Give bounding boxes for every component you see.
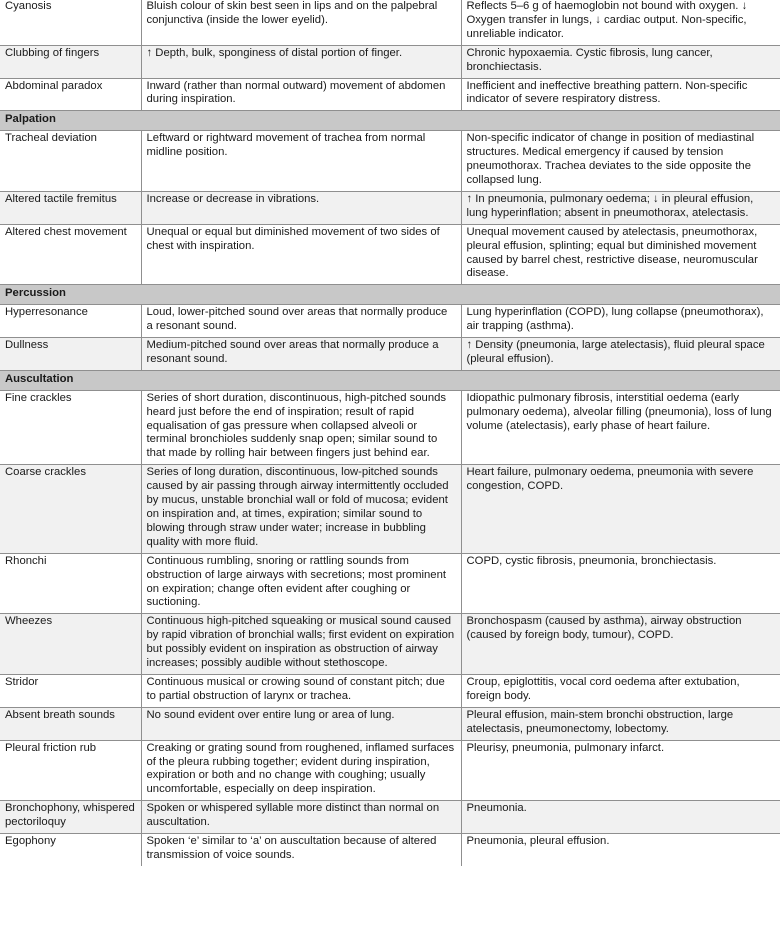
description-cell: Creaking or grating sound from roughened, inflamed surfaces of the pleura rubbing together; evident during inspiration, expiration or both and no change with coughing; usually uncomfortable, especially on deep inspiration. (141, 740, 461, 801)
table-row (0, 834, 780, 866)
table-row (0, 674, 780, 707)
sign-cell: Pleural friction rub (0, 740, 141, 801)
table-row (0, 465, 780, 553)
description-cell: No sound evident over entire lung or area of lung. (141, 707, 461, 740)
table-row (0, 338, 780, 371)
description-cell: Medium-pitched sound over areas that normally produce a resonant sound. (141, 338, 461, 371)
sign-cell: Coarse crackles (0, 465, 141, 553)
significance-cell: Unequal movement caused by atelectasis, pneumothorax, pleural effusion, splinting; equal but diminished movement caused by barrel chest, restrictive disease, neuromuscular disease. (461, 224, 780, 285)
significance-cell: Pleural effusion, main-stem bronchi obstruction, large atelectasis, pneumonectomy, lobectomy. (461, 707, 780, 740)
table-row (0, 801, 780, 834)
significance-cell: Non-specific indicator of change in position of mediastinal structures. Medical emergency if caused by tension pneumothorax. Trachea deviates to the side opposite the collapsed lung. (461, 131, 780, 192)
significance-cell: Pneumonia. (461, 801, 780, 834)
table-row (0, 553, 780, 614)
section-title: Auscultation (0, 370, 780, 390)
significance-cell: ↑ Density (pneumonia, large atelectasis), fluid pleural space (pleural effusion). (461, 338, 780, 371)
table-row (0, 224, 780, 285)
sign-cell: Clubbing of fingers (0, 45, 141, 78)
sign-cell: Hyperresonance (0, 305, 141, 338)
sign-cell: Altered tactile fremitus (0, 191, 141, 224)
section-title: Percussion (0, 285, 780, 305)
description-cell: Inward (rather than normal outward) movement of abdomen during inspiration. (141, 78, 461, 111)
sign-cell: Dullness (0, 338, 141, 371)
description-cell: Bluish colour of skin best seen in lips and on the palpebral conjunctiva (inside the lower eyelid). (141, 0, 461, 45)
sign-cell: Wheezes (0, 614, 141, 675)
section-header-row (0, 111, 780, 131)
significance-cell: Pneumonia, pleural effusion. (461, 834, 780, 866)
description-cell: Series of long duration, discontinuous, low-pitched sounds caused by air passing through airway intermittently occluded by mucus, unstable bronchial wall or fold of mucosa; evident on inspiration and, at times, expiration; similar sound to blowing through straw under water; increase in bubbling quality with more fluid. (141, 465, 461, 553)
description-cell: Spoken or whispered syllable more distinct than normal on auscultation. (141, 801, 461, 834)
significance-cell: Bronchospasm (caused by asthma), airway obstruction (caused by foreign body, tumour), COPD. (461, 614, 780, 675)
significance-cell: Reflects 5–6 g of haemoglobin not bound with oxygen. ↓ Oxygen transfer in lungs, ↓ cardiac output. Non-specific, unreliable indicator. (461, 0, 780, 45)
description-cell: Unequal or equal but diminished movement of two sides of chest with inspiration. (141, 224, 461, 285)
sign-cell: Abdominal paradox (0, 78, 141, 111)
description-cell: Continuous rumbling, snoring or rattling sounds from obstruction of large airways with secretions; most prominent on expiration; change often evident after coughing or suctioning. (141, 553, 461, 614)
table-row (0, 390, 780, 465)
sign-cell: Stridor (0, 674, 141, 707)
sign-cell: Altered chest movement (0, 224, 141, 285)
sign-cell: Tracheal deviation (0, 131, 141, 192)
significance-cell: ↑ In pneumonia, pulmonary oedema; ↓ in pleural effusion, lung hyperinflation; absent in pneumothorax, atelectasis. (461, 191, 780, 224)
significance-cell: Lung hyperinflation (COPD), lung collapse (pneumothorax), air trapping (asthma). (461, 305, 780, 338)
significance-cell: COPD, cystic fibrosis, pneumonia, bronchiectasis. (461, 553, 780, 614)
sign-cell: Absent breath sounds (0, 707, 141, 740)
significance-cell: Pleurisy, pneumonia, pulmonary infarct. (461, 740, 780, 801)
sign-cell: Egophony (0, 834, 141, 866)
table-row (0, 305, 780, 338)
sign-cell: Bronchophony, whispered pectoriloquy (0, 801, 141, 834)
section-header-row (0, 370, 780, 390)
significance-cell: Inefficient and ineffective breathing pattern. Non-specific indicator of severe respiratory distress. (461, 78, 780, 111)
description-cell: Series of short duration, discontinuous, high-pitched sounds heard just before the end of inspiration; result of rapid equalisation of gas pressure when collapsed alveoli or terminal bronchioles suddenly snap open; similar sound to that made by rolling hair between fingers just behind ear. (141, 390, 461, 465)
table-row (0, 131, 780, 192)
section-title: Palpation (0, 111, 780, 131)
description-cell: Continuous high-pitched squeaking or musical sound caused by rapid vibration of bronchial walls; first evident on expiration but possibly evident on inspiration as obstruction of airway increases; possibly audible without stethoscope. (141, 614, 461, 675)
table-row (0, 740, 780, 801)
description-cell: Leftward or rightward movement of trachea from normal midline position. (141, 131, 461, 192)
table-row (0, 614, 780, 675)
description-cell: Continuous musical or crowing sound of constant pitch; due to partial obstruction of larynx or trachea. (141, 674, 461, 707)
description-cell: Loud, lower-pitched sound over areas that normally produce a resonant sound. (141, 305, 461, 338)
table-row (0, 78, 780, 111)
description-cell: ↑ Depth, bulk, sponginess of distal portion of finger. (141, 45, 461, 78)
section-header-row (0, 285, 780, 305)
table-row (0, 0, 780, 45)
significance-cell: Heart failure, pulmonary oedema, pneumonia with severe congestion, COPD. (461, 465, 780, 553)
table-row (0, 707, 780, 740)
description-cell: Increase or decrease in vibrations. (141, 191, 461, 224)
table-row (0, 45, 780, 78)
significance-cell: Chronic hypoxaemia. Cystic fibrosis, lung cancer, bronchiectasis. (461, 45, 780, 78)
significance-cell: Croup, epiglottitis, vocal cord oedema after extubation, foreign body. (461, 674, 780, 707)
table-row (0, 191, 780, 224)
significance-cell: Idiopathic pulmonary fibrosis, interstitial oedema (early pulmonary oedema), alveolar filling (pneumonia), loss of lung volume (atelectasis), early phase of heart failure. (461, 390, 780, 465)
description-cell: Spoken ‘e’ similar to ‘a’ on auscultation because of altered transmission of voice sounds. (141, 834, 461, 866)
sign-cell: Fine crackles (0, 390, 141, 465)
sign-cell: Cyanosis (0, 0, 141, 45)
sign-cell: Rhonchi (0, 553, 141, 614)
